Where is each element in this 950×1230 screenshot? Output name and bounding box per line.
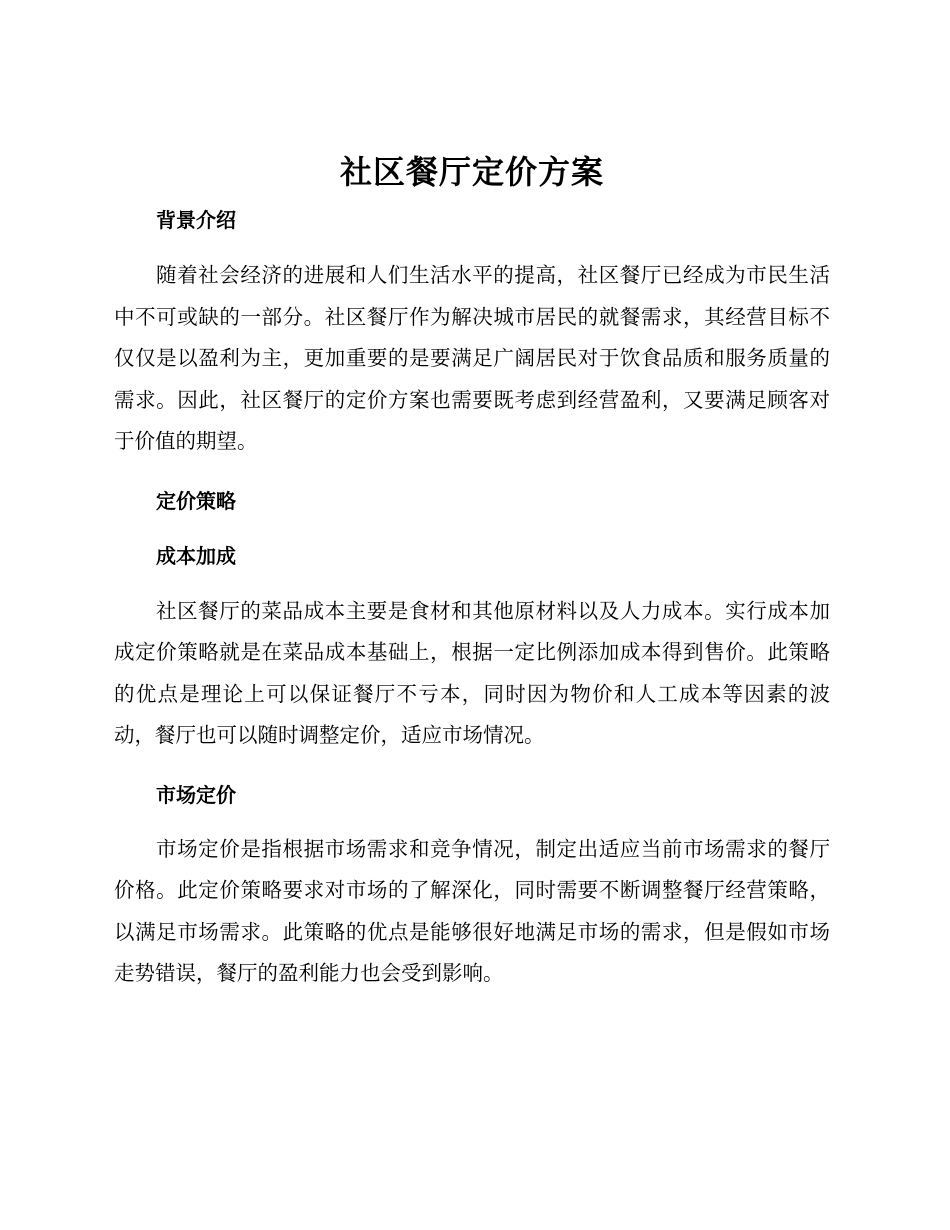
section-heading-market-pricing: 市场定价 <box>156 782 236 807</box>
section-heading-background: 背景介绍 <box>156 208 236 232</box>
section-heading-cost-plus: 成本加成 <box>156 543 236 568</box>
document-title: 社区餐厅定价方案 <box>339 153 604 191</box>
section-heading-pricing-strategy: 定价策略 <box>156 488 236 513</box>
document-content <box>114 150 830 995</box>
paragraph-market-pricing: 市场定价是指根据市场需求和竞争情况，制定出适应当前市场需求的餐厅价格。此定价策略要求对市场的了解深化，同时需要不断调整餐厅经营策略，以满足市场需求。此策略的优点是能够很好地满足市场的需求，但是假如市场走势错误，餐厅的盈利能力也会受到影响。 <box>114 836 830 985</box>
paragraph-cost-plus: 社区餐厅的菜品成本主要是食材和其他原材料以及人力成本。实行成本加成定价策略就是在菜品成本基础上，根据一定比例添加成本得到售价。此策略的优点是理论上可以保证餐厅不亏本，同时因为物价和人工成本等因素的波动，餐厅也可以随时调整定价，适应市场情况。 <box>114 598 830 747</box>
paragraph-background: 随着社会经济的进展和人们生活水平的提高，社区餐厅已经成为市民生活中不可或缺的一部分。社区餐厅作为解决城市居民的就餐需求，其经营目标不仅仅是以盈利为主，更加重要的是要满足广阔居民对于饮食品质和服务质量的需求。因此，社区餐厅的定价方案也需要既考虑到经营盈利，又要满足顾客对于价值的期望。 <box>114 263 830 453</box>
